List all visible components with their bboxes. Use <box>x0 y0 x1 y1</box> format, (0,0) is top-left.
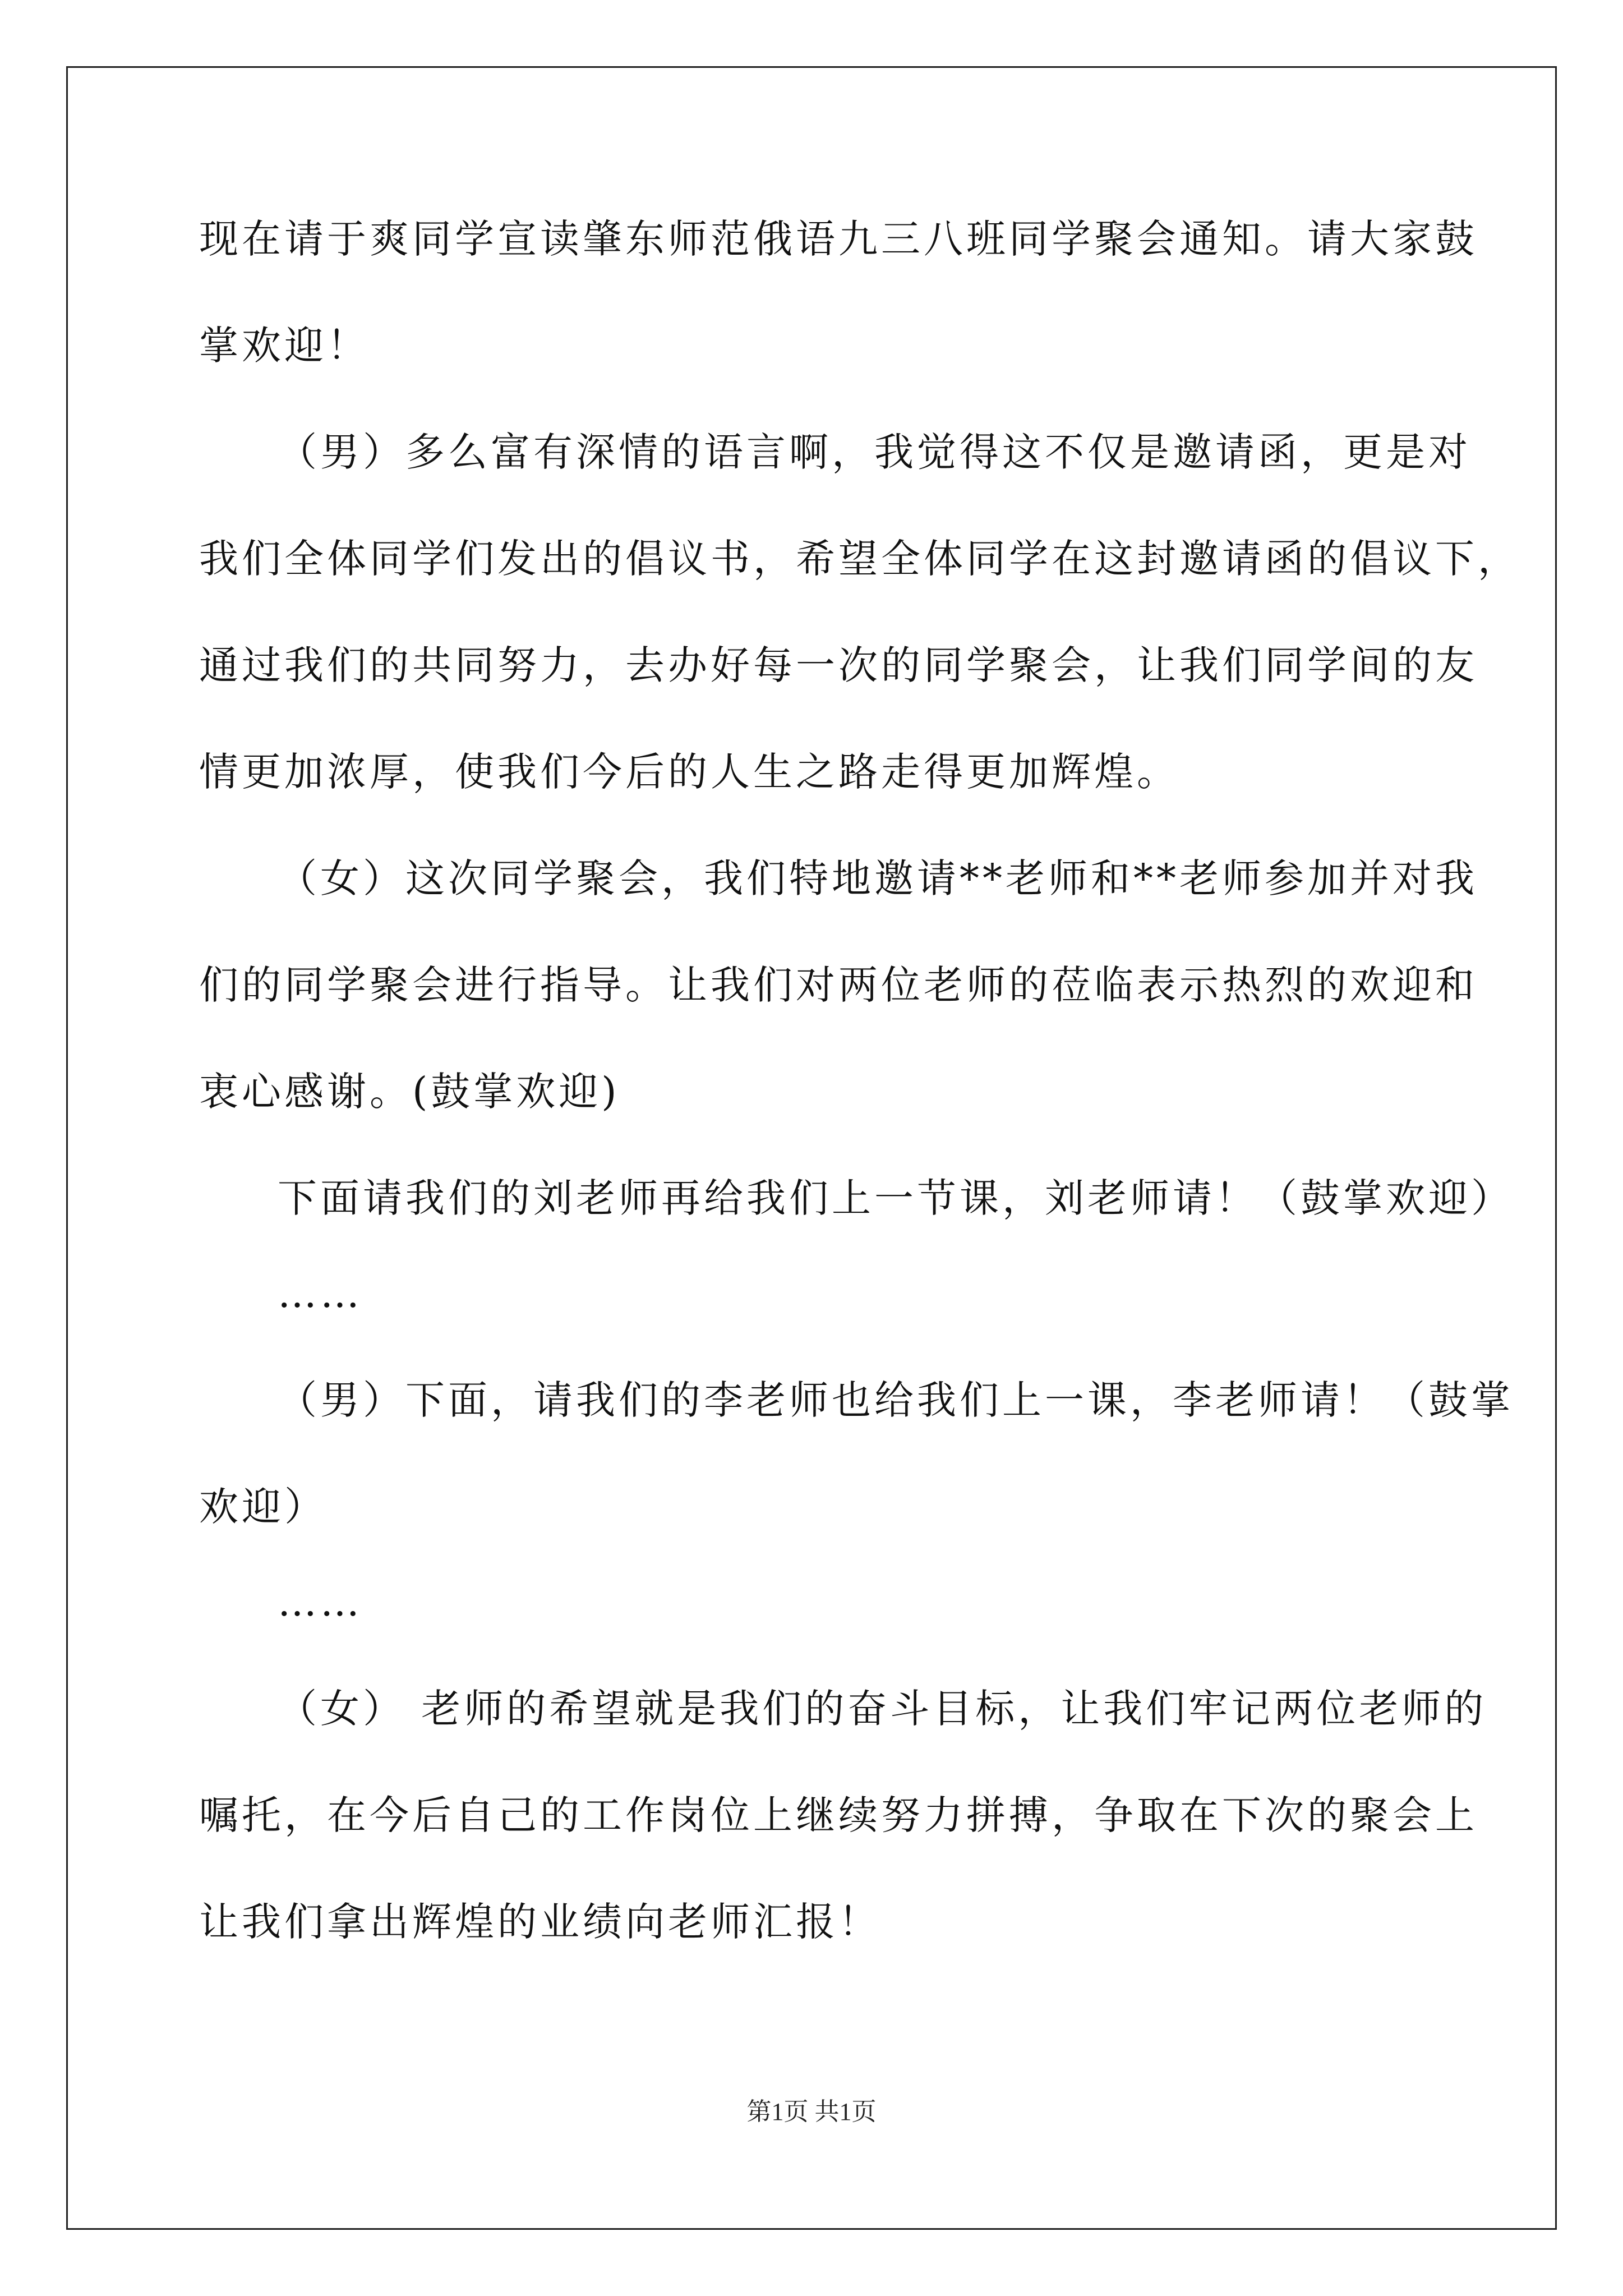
ellipsis-line: …… <box>278 1579 363 1625</box>
text-line: 们的同学聚会进行指导。让我们对两位老师的莅临表示热烈的欢迎和 <box>199 962 1478 1008</box>
text-line: 掌欢迎！ <box>199 323 370 369</box>
text-line: （男）下面，请我们的李老师也给我们上一课，李老师请！（鼓掌 <box>278 1377 1514 1423</box>
text-line: 嘱托，在今后自己的工作岗位上继续努力拼搏，争取在下次的聚会上 <box>199 1792 1478 1838</box>
text-line: 衷心感谢。(鼓掌欢迎) <box>199 1069 620 1115</box>
text-line: 欢迎） <box>199 1484 327 1530</box>
page-footer: 第1页 共1页 <box>746 2098 877 2125</box>
text-line: 通过我们的共同努力，去办好每一次的同学聚会，让我们同学间的友 <box>199 642 1478 688</box>
ellipsis-line: …… <box>278 1271 363 1317</box>
text-line: （女） 老师的希望就是我们的奋斗目标，让我们牢记两位老师的 <box>278 1686 1487 1732</box>
text-line: （女）这次同学聚会，我们特地邀请**老师和**老师参加并对我 <box>278 855 1478 901</box>
text-line: 我们全体同学们发出的倡议书，希望全体同学在这封邀请函的倡议下， <box>199 536 1520 582</box>
text-line: 让我们拿出辉煌的业绩向老师汇报！ <box>199 1899 881 1945</box>
text-line: 情更加浓厚，使我们今后的人生之路走得更加辉煌。 <box>199 749 1179 795</box>
text-line: （男）多么富有深情的语言啊，我觉得这不仅是邀请函，更是对 <box>278 429 1471 475</box>
text-line: 现在请于爽同学宣读肇东师范俄语九三八班同学聚会通知。请大家鼓 <box>199 216 1478 262</box>
text-line: 下面请我们的刘老师再给我们上一节课，刘老师请！（鼓掌欢迎） <box>278 1175 1514 1221</box>
